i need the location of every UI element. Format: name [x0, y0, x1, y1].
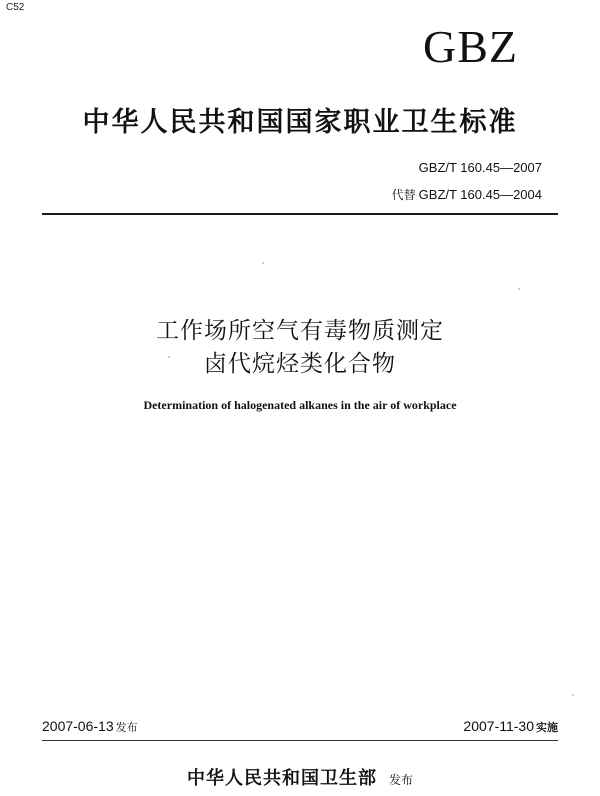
- issue-date: [42, 718, 138, 735]
- catalog-code: C52: [6, 2, 25, 13]
- english-title: Determination of halogenated alkanes in the air of workplace: [143, 398, 457, 412]
- issuer-action: 发布: [388, 773, 413, 787]
- header-divider: [42, 213, 558, 215]
- scan-speck: [572, 694, 574, 696]
- scan-speck: [518, 288, 520, 290]
- document-title-line-2: 卤代烷烃类化合物: [204, 351, 396, 377]
- effective-date-suffix: 实施: [536, 722, 558, 734]
- replaces-label: 代替: [391, 188, 416, 202]
- issue-date-value: 2007-06-13: [42, 718, 114, 734]
- gbz-logo: GBZ: [423, 21, 518, 72]
- standard-category-title: 中华人民共和国国家职业卫生标准: [82, 107, 518, 138]
- footer-divider: [42, 740, 558, 741]
- effective-date: [463, 718, 558, 735]
- document-title-line-1: 工作场所空气有毒物质测定: [156, 318, 444, 344]
- issuer-name: 中华人民共和国卫生部: [186, 768, 377, 789]
- standard-number: GBZ/T 160.45—2007: [418, 160, 542, 175]
- scan-speck: [262, 262, 264, 264]
- issue-date-suffix: 发布: [115, 722, 138, 734]
- scan-speck: [168, 356, 170, 358]
- effective-date-value: 2007-11-30: [463, 718, 534, 734]
- replaces-standard: [392, 186, 542, 203]
- replaces-number: GBZ/T 160.45—2004: [418, 187, 542, 202]
- issuer-line: [0, 764, 600, 790]
